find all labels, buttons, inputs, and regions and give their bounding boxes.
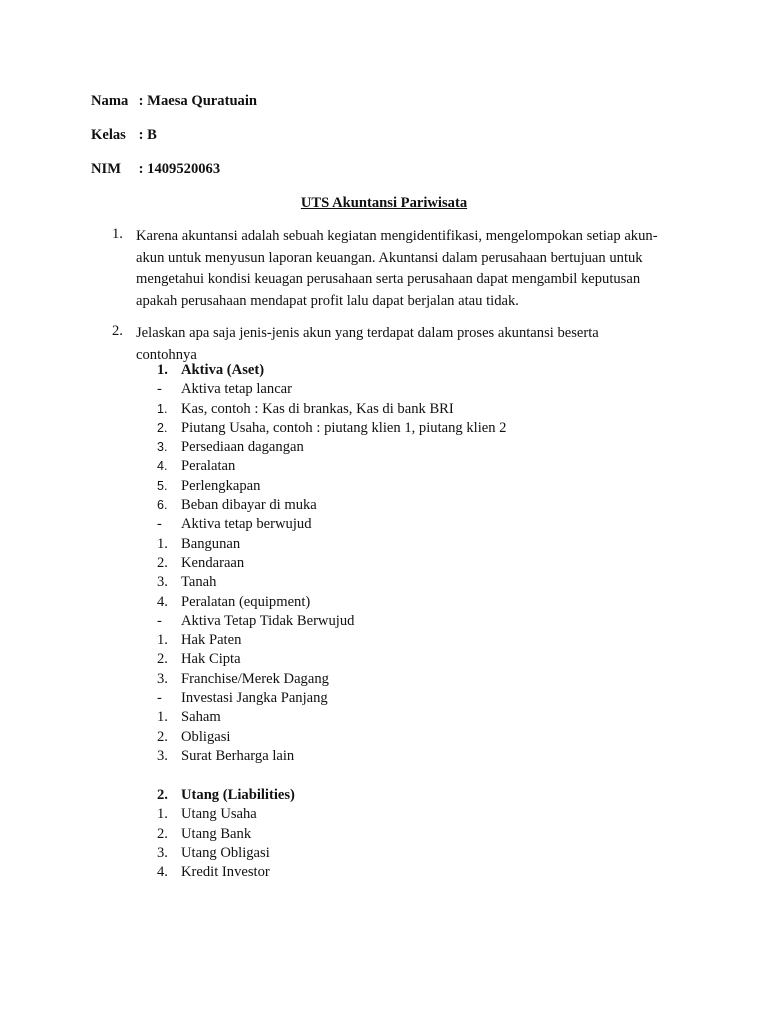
- list-item: [157, 747, 506, 766]
- question-2-text: [136, 323, 678, 366]
- answer-line: Karena akuntansi adalah sebuah kegiatan mengidentifikasi, mengelompokan setiap akun-: [136, 228, 658, 244]
- list-item: [157, 825, 295, 844]
- student-id-row: [91, 160, 220, 178]
- list-text: Utang Usaha: [181, 806, 257, 823]
- list-marker: 3.: [157, 747, 168, 764]
- list-marker: 2.: [157, 728, 168, 745]
- list-marker: 2.: [157, 554, 168, 571]
- document-title: UTS Akuntansi Pariwisata: [300, 195, 468, 211]
- list-text: Aktiva tetap lancar: [181, 381, 293, 398]
- list-marker: 3.: [157, 844, 168, 861]
- list-item: [157, 631, 506, 650]
- list-text: Peralatan (equipment): [181, 593, 311, 610]
- list-marker: 2.: [157, 825, 168, 842]
- question-2-number: 2.: [112, 323, 123, 339]
- list-marker: -: [157, 381, 162, 398]
- list-text: Obligasi: [181, 728, 231, 745]
- list-text: Kredit Investor: [181, 864, 270, 881]
- list-item: [157, 593, 506, 612]
- list-item: [157, 728, 506, 747]
- question-1-answer: [136, 226, 678, 312]
- name-value: : Maesa Quratuain: [138, 93, 258, 109]
- list-item: [157, 805, 295, 824]
- student-id-value: : 1409520063: [138, 161, 221, 177]
- list-text: Franchise/Merek Dagang: [181, 670, 329, 687]
- list-item: [157, 515, 506, 534]
- answer-line: apakah perusahaan mendapat profit lalu dapat berjalan atau tidak.: [136, 292, 519, 309]
- list-text: Tanah: [181, 574, 217, 591]
- question-line: contohnya: [136, 346, 197, 363]
- list-item: [157, 573, 506, 592]
- list-text: Aktiva tetap berwujud: [181, 516, 312, 533]
- list-text: Utang Bank: [181, 825, 252, 842]
- list-marker: 2.: [157, 651, 168, 668]
- list-marker: 1.: [157, 401, 168, 416]
- list-marker: 3.: [157, 574, 168, 591]
- list-marker: -: [157, 690, 162, 707]
- list-text: Persediaan dagangan: [181, 439, 304, 456]
- list-marker: 1.: [157, 709, 168, 726]
- class-label: Kelas: [91, 127, 126, 143]
- list-marker: 4.: [157, 593, 168, 610]
- list-marker: 1.: [157, 632, 168, 649]
- list-marker: 5.: [157, 478, 168, 493]
- list-item: [157, 650, 506, 669]
- list-text: Beban dibayar di muka: [181, 497, 317, 514]
- list-item: [157, 554, 506, 573]
- class-row: [91, 126, 157, 144]
- answer-line: mengetahui kondisi keuagan perusahaan serta perusahaan dapat mengambil keputusan: [136, 271, 641, 288]
- list-marker: 4.: [157, 459, 168, 474]
- list-item: [157, 477, 506, 496]
- list-heading: Utang (Liabilities): [181, 787, 295, 803]
- list-text: Saham: [181, 709, 221, 726]
- list-marker: 3.: [157, 670, 168, 687]
- list-item: [157, 670, 506, 689]
- list-marker: 1.: [157, 362, 168, 378]
- list-item: [157, 535, 506, 554]
- list-marker: 2.: [157, 787, 168, 803]
- list-text: Peralatan: [181, 458, 236, 475]
- question-1-number: 1.: [112, 226, 123, 242]
- list-marker: 1.: [157, 806, 168, 823]
- list-marker: -: [157, 612, 162, 629]
- list-item: [157, 438, 506, 457]
- list-text: Utang Obligasi: [181, 844, 270, 861]
- list-heading: Aktiva (Aset): [181, 362, 265, 378]
- name-label: Nama: [91, 93, 129, 109]
- list-text: Bangunan: [181, 535, 241, 552]
- name-row: [91, 92, 257, 110]
- student-id-label: NIM: [91, 161, 121, 177]
- list-marker: 4.: [157, 864, 168, 881]
- list-item: [157, 380, 506, 399]
- list-marker: 1.: [157, 535, 168, 552]
- list-item: [157, 400, 506, 419]
- list-text: Hak Paten: [181, 632, 242, 649]
- list-item: [157, 496, 506, 515]
- list-item: [157, 457, 506, 476]
- list-text: Hak Cipta: [181, 651, 241, 668]
- list-item: [157, 708, 506, 727]
- list-item: [157, 863, 295, 882]
- list-item: [157, 361, 506, 380]
- list-marker: 2.: [157, 420, 168, 435]
- list-text: Perlengkapan: [181, 477, 261, 494]
- list-marker: -: [157, 516, 162, 533]
- aktiva-list: [157, 361, 506, 766]
- list-text: Surat Berharga lain: [181, 747, 295, 764]
- list-text: Kendaraan: [181, 554, 245, 571]
- answer-line: akun untuk menyusun laporan keuangan. Akuntansi dalam perusahaan bertujuan untuk: [136, 249, 643, 266]
- list-text: Aktiva Tetap Tidak Berwujud: [181, 612, 355, 629]
- class-value: : B: [138, 127, 157, 143]
- utang-list: [157, 786, 295, 882]
- list-item: [157, 419, 506, 438]
- list-marker: 3.: [157, 440, 168, 455]
- list-item: [157, 689, 506, 708]
- list-text: Investasi Jangka Panjang: [181, 690, 328, 707]
- list-item: [157, 844, 295, 863]
- list-text: Piutang Usaha, contoh : piutang klien 1, piutang klien 2: [181, 419, 507, 436]
- list-item: [157, 786, 295, 805]
- list-marker: 6.: [157, 498, 168, 513]
- list-item: [157, 612, 506, 631]
- list-text: Kas, contoh : Kas di brankas, Kas di bank BRI: [181, 400, 454, 417]
- question-line: Jelaskan apa saja jenis-jenis akun yang terdapat dalam proses akuntansi beserta: [136, 325, 599, 341]
